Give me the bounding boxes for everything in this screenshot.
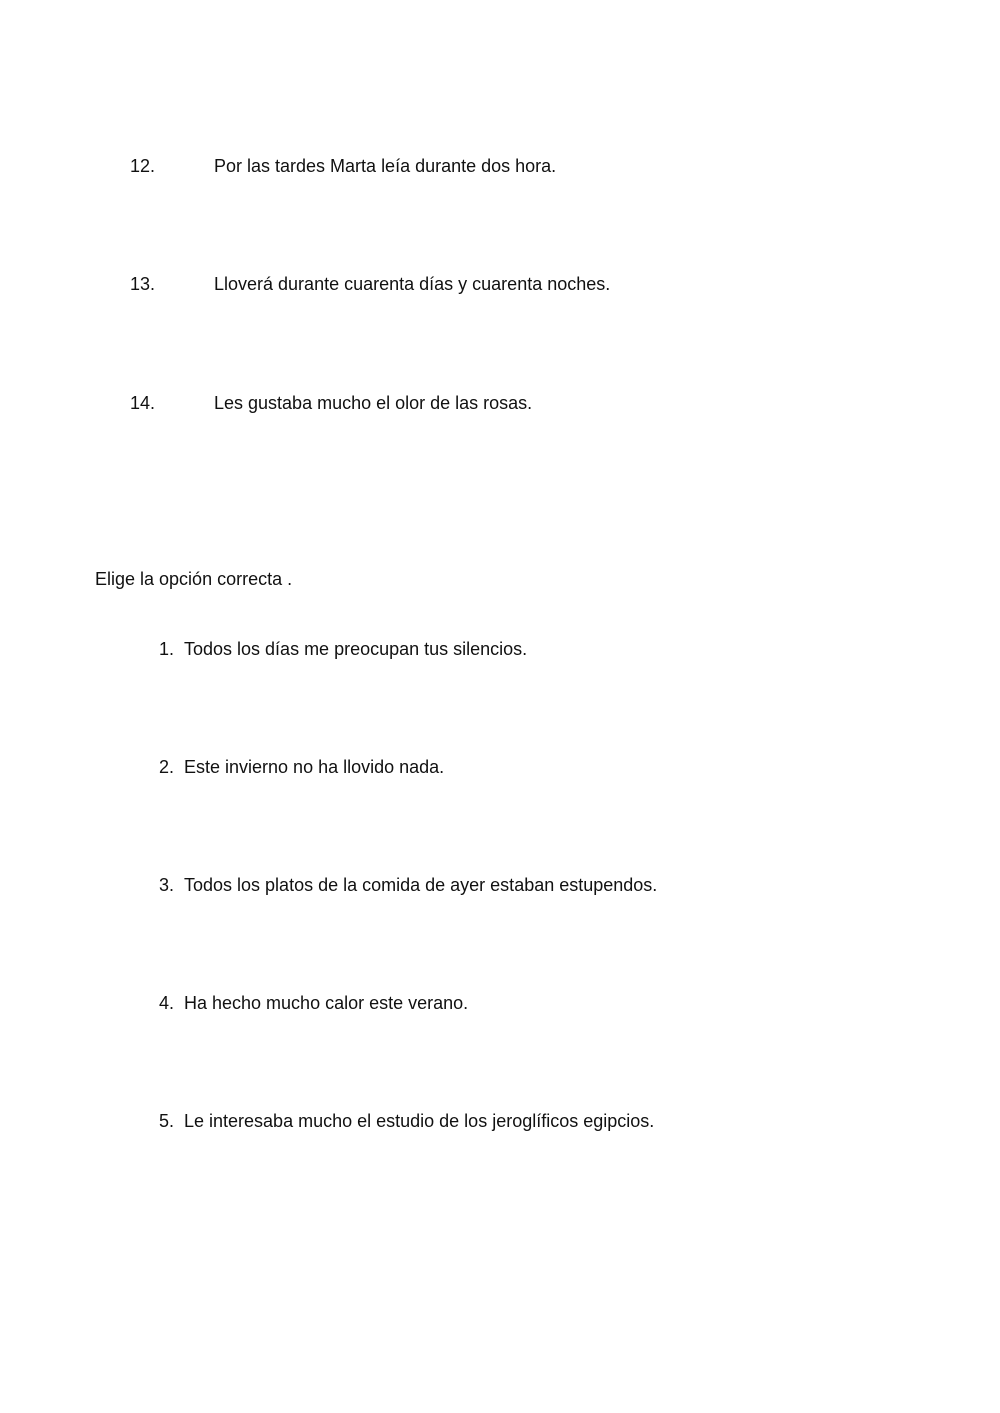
list-item[interactable] [159,636,959,662]
sentence-text: Lloverá durante cuarenta días y cuarenta noches. [214,274,611,294]
list-item[interactable] [159,754,959,780]
sentence-item [130,390,930,416]
list-item-number: 3. [159,875,175,895]
list-item[interactable] [159,990,959,1016]
sentence-item [130,153,930,179]
list-item-text: Este invierno no ha llovido nada. [184,757,445,777]
list-item-text: Ha hecho mucho calor este verano. [184,993,469,1013]
list-item-number: 1. [159,639,175,659]
list-item[interactable] [159,1108,959,1134]
list-item-number: 2. [159,757,175,777]
list-item-text: Le interesaba mucho el estudio de los jeroglíficos egipcios. [184,1111,655,1131]
sentence-item [130,271,930,297]
list-item[interactable] [159,872,959,898]
sentence-number: 12. [130,156,156,176]
list-item-text: Todos los días me preocupan tus silencios. [184,639,528,659]
section-heading: Elige la opción correcta . [95,569,293,589]
list-item-number: 5. [159,1111,175,1131]
sentence-text: Les gustaba mucho el olor de las rosas. [214,393,533,413]
list-item-number: 4. [159,993,175,1013]
sentence-number: 14. [130,393,156,413]
list-item-text: Todos los platos de la comida de ayer estaban estupendos. [184,875,658,895]
sentence-text: Por las tardes Marta leía durante dos hora. [214,156,557,176]
sentence-number: 13. [130,274,156,294]
